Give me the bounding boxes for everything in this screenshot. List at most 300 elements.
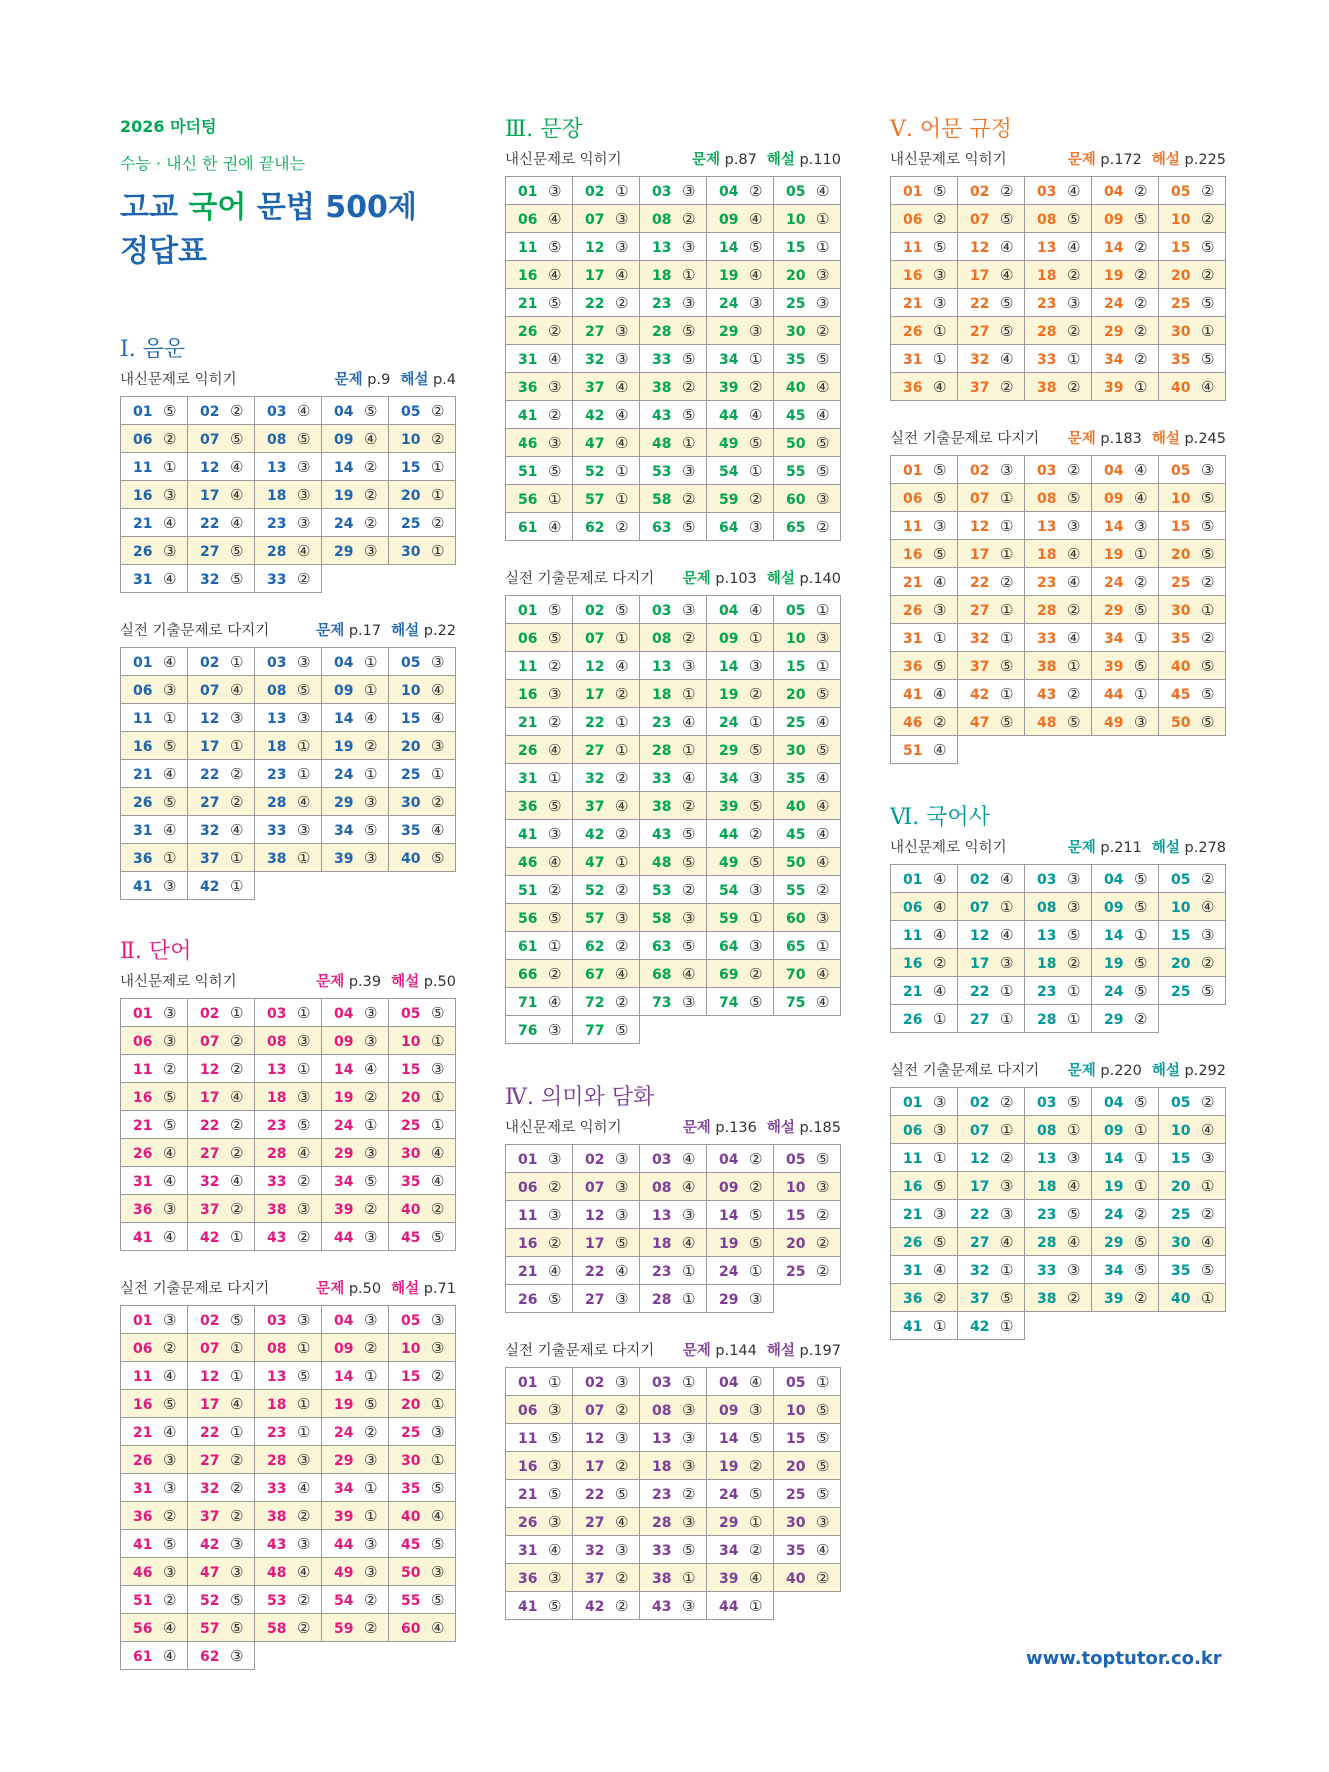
answer-choice: ② xyxy=(682,489,696,508)
solution-label: 해설 xyxy=(391,1281,420,1297)
answer-cell xyxy=(506,988,573,1016)
question-number: 38 xyxy=(1037,379,1057,396)
answer-choice: ① xyxy=(615,489,629,508)
answer-cell xyxy=(1092,949,1159,977)
answer-cell xyxy=(1159,233,1226,261)
answer-choice: ② xyxy=(816,1568,830,1587)
table-row xyxy=(121,676,456,704)
table-row xyxy=(121,537,456,565)
question-number: 19 xyxy=(719,1458,739,1475)
question-number: 04 xyxy=(334,1005,354,1022)
problem-label: 문제 xyxy=(682,1343,711,1359)
answer-choice: ① xyxy=(230,736,244,755)
answer-choice: ② xyxy=(1067,321,1081,340)
question-number: 20 xyxy=(401,487,421,504)
answer-cell xyxy=(506,457,573,485)
answer-choice: ② xyxy=(1201,572,1215,591)
answer-choice: ③ xyxy=(163,485,177,504)
question-number: 35 xyxy=(1171,630,1191,647)
answer-cell xyxy=(1025,512,1092,540)
answer-choice: ③ xyxy=(163,1562,177,1581)
chapter-spacer xyxy=(120,900,456,938)
question-number: 29 xyxy=(334,1145,354,1162)
answer-cell xyxy=(255,537,322,565)
book-title xyxy=(120,186,417,230)
question-number: 17 xyxy=(200,1089,220,1106)
answer-choice: ② xyxy=(615,684,629,703)
answer-cell xyxy=(640,1564,707,1592)
answer-cell xyxy=(958,1088,1025,1116)
answer-cell xyxy=(1159,205,1226,233)
answer-choice: ③ xyxy=(682,1456,696,1475)
table-row xyxy=(506,960,841,988)
answer-cell xyxy=(640,904,707,932)
answer-choice: ④ xyxy=(230,820,244,839)
answer-cell xyxy=(774,652,841,680)
answer-choice: ③ xyxy=(297,457,311,476)
answer-choice: ① xyxy=(1134,684,1148,703)
question-number: 04 xyxy=(1104,1094,1124,1111)
question-number: 09 xyxy=(334,1340,354,1357)
question-number: 65 xyxy=(786,938,806,955)
answer-choice: ③ xyxy=(364,1562,378,1581)
question-number: 28 xyxy=(267,794,287,811)
answer-choice: ② xyxy=(682,880,696,899)
empty-cell xyxy=(389,565,456,593)
answer-cell xyxy=(640,624,707,652)
question-number: 34 xyxy=(334,1173,354,1190)
answer-choice: ③ xyxy=(297,708,311,727)
question-number: 61 xyxy=(133,1648,153,1665)
answer-cell xyxy=(1092,1088,1159,1116)
answer-choice: ① xyxy=(163,708,177,727)
answer-cell xyxy=(1025,1116,1092,1144)
answer-choice: ① xyxy=(1134,1120,1148,1139)
answer-cell xyxy=(1092,1256,1159,1284)
answer-choice: ③ xyxy=(548,1568,562,1587)
answer-choice: ① xyxy=(749,461,763,480)
answer-choice: ③ xyxy=(749,656,763,675)
answer-choice: ③ xyxy=(1067,869,1081,888)
answer-cell xyxy=(1025,1284,1092,1312)
table-row xyxy=(891,1116,1226,1144)
question-number: 10 xyxy=(401,1033,421,1050)
answer-choice: ③ xyxy=(163,1199,177,1218)
answer-choice: ⑤ xyxy=(548,293,562,312)
answer-cell xyxy=(707,1592,774,1620)
answer-cell xyxy=(506,429,573,457)
answer-choice: ② xyxy=(615,768,629,787)
empty-cell xyxy=(958,736,1025,764)
question-number: 32 xyxy=(970,630,990,647)
question-number: 20 xyxy=(401,1089,421,1106)
question-number: 04 xyxy=(1104,871,1124,888)
question-number: 01 xyxy=(133,1312,153,1329)
answer-cell xyxy=(188,453,255,481)
question-number: 62 xyxy=(585,938,605,955)
question-number: 36 xyxy=(903,1290,923,1307)
answer-choice: ① xyxy=(1134,925,1148,944)
table-row xyxy=(121,844,456,872)
question-number: 12 xyxy=(970,518,990,535)
question-number: 26 xyxy=(133,1452,153,1469)
question-number: 49 xyxy=(719,854,739,871)
question-number: 21 xyxy=(518,295,538,312)
answer-cell xyxy=(891,484,958,512)
answer-choice: ③ xyxy=(163,1031,177,1050)
table-row xyxy=(506,876,841,904)
answer-cell xyxy=(506,1016,573,1044)
answer-choice: ② xyxy=(615,1596,629,1615)
answer-choice: ④ xyxy=(615,1261,629,1280)
question-number: 46 xyxy=(518,435,538,452)
answer-choice: ③ xyxy=(749,321,763,340)
question-number: 63 xyxy=(652,938,672,955)
question-number: 14 xyxy=(719,239,739,256)
answer-choice: ① xyxy=(230,652,244,671)
answer-cell xyxy=(573,1396,640,1424)
question-number: 17 xyxy=(585,267,605,284)
answer-cell xyxy=(188,1306,255,1334)
answer-choice: ② xyxy=(163,1059,177,1078)
page-references xyxy=(1068,148,1226,169)
question-number: 09 xyxy=(719,211,739,228)
answer-choice: ④ xyxy=(615,796,629,815)
answer-cell xyxy=(322,481,389,509)
answer-choice: ③ xyxy=(297,820,311,839)
answer-choice: ① xyxy=(682,433,696,452)
question-number: 17 xyxy=(585,1458,605,1475)
question-number: 32 xyxy=(585,770,605,787)
answer-choice: ② xyxy=(364,457,378,476)
answer-cell xyxy=(506,624,573,652)
answer-cell xyxy=(188,1083,255,1111)
answer-cell xyxy=(506,1229,573,1257)
answer-choice: ① xyxy=(1067,349,1081,368)
answer-choice: ⑤ xyxy=(933,181,947,200)
answer-choice: ② xyxy=(1201,265,1215,284)
question-number: 43 xyxy=(652,407,672,424)
answer-cell xyxy=(121,509,188,537)
answer-choice: ② xyxy=(682,1484,696,1503)
answer-cell xyxy=(389,1139,456,1167)
answer-cell xyxy=(389,1027,456,1055)
answer-choice: ③ xyxy=(364,541,378,560)
answer-choice: ③ xyxy=(297,1199,311,1218)
answer-choice: ③ xyxy=(364,1003,378,1022)
answer-cell xyxy=(121,1614,188,1642)
answer-choice: ② xyxy=(1134,181,1148,200)
answer-choice: ① xyxy=(615,712,629,731)
table-row xyxy=(506,317,841,345)
table-row xyxy=(506,401,841,429)
answer-cell xyxy=(640,1452,707,1480)
answer-choice: ⑤ xyxy=(1201,712,1215,731)
question-number: 05 xyxy=(401,1312,421,1329)
answer-choice: ② xyxy=(364,513,378,532)
answer-cell xyxy=(707,988,774,1016)
answer-choice: ② xyxy=(548,656,562,675)
answer-cell xyxy=(255,1558,322,1586)
question-number: 29 xyxy=(1104,602,1124,619)
problem-page: p.103 xyxy=(715,571,757,587)
solution-label: 해설 xyxy=(1151,1063,1180,1079)
answer-cell xyxy=(573,764,640,792)
answer-cell xyxy=(121,1446,188,1474)
answer-choice: ① xyxy=(1134,628,1148,647)
answer-choice: ① xyxy=(230,1227,244,1246)
answer-cell xyxy=(255,1111,322,1139)
answer-choice: ① xyxy=(431,764,445,783)
question-number: 52 xyxy=(585,882,605,899)
answer-choice: ④ xyxy=(816,964,830,983)
table-row xyxy=(891,289,1226,317)
question-number: 56 xyxy=(518,491,538,508)
answer-cell xyxy=(891,317,958,345)
answer-cell xyxy=(774,792,841,820)
answer-choice: ① xyxy=(933,349,947,368)
answer-choice: ④ xyxy=(548,852,562,871)
answer-cell xyxy=(506,848,573,876)
question-number: 59 xyxy=(719,910,739,927)
answer-choice: ① xyxy=(1067,1009,1081,1028)
question-number: 41 xyxy=(518,826,538,843)
question-number: 29 xyxy=(1104,323,1124,340)
answer-cell xyxy=(774,1564,841,1592)
question-number: 08 xyxy=(652,1179,672,1196)
question-number: 18 xyxy=(652,267,672,284)
answer-choice: ② xyxy=(749,489,763,508)
question-number: 48 xyxy=(1037,714,1057,731)
answer-cell xyxy=(322,537,389,565)
answer-choice: ④ xyxy=(615,405,629,424)
question-number: 33 xyxy=(267,1480,287,1497)
question-number: 24 xyxy=(1104,574,1124,591)
answer-cell xyxy=(958,1200,1025,1228)
table-row xyxy=(121,565,456,593)
answer-cell xyxy=(1025,652,1092,680)
answer-cell xyxy=(573,345,640,373)
title-part-3: 문법 500제 xyxy=(256,190,417,225)
answer-cell xyxy=(707,177,774,205)
question-number: 29 xyxy=(334,794,354,811)
question-number: 03 xyxy=(652,1374,672,1391)
answer-choice: ⑤ xyxy=(1067,209,1081,228)
question-number: 32 xyxy=(200,822,220,839)
answer-choice: ② xyxy=(749,377,763,396)
answer-choice: ⑤ xyxy=(163,736,177,755)
section-label: 실전 기출문제로 다지기 xyxy=(120,1281,270,1297)
question-number: 14 xyxy=(334,1061,354,1078)
question-number: 33 xyxy=(1037,351,1057,368)
table-row xyxy=(121,1390,456,1418)
answer-choice: ④ xyxy=(933,377,947,396)
answer-cell xyxy=(573,988,640,1016)
answer-choice: ③ xyxy=(1067,897,1081,916)
answer-cell xyxy=(188,537,255,565)
answer-cell xyxy=(188,1167,255,1195)
answer-choice: ③ xyxy=(816,628,830,647)
table-row xyxy=(891,921,1226,949)
table-row xyxy=(891,261,1226,289)
answer-choice: ② xyxy=(1134,265,1148,284)
solution-label: 해설 xyxy=(400,372,429,388)
question-number: 73 xyxy=(652,994,672,1011)
answer-choice: ③ xyxy=(615,1205,629,1224)
answer-cell xyxy=(774,233,841,261)
answer-choice: ④ xyxy=(816,796,830,815)
question-number: 12 xyxy=(970,1150,990,1167)
answer-choice: ④ xyxy=(682,1233,696,1252)
answer-cell xyxy=(389,1083,456,1111)
answer-cell xyxy=(774,1257,841,1285)
answer-cell xyxy=(506,876,573,904)
question-number: 20 xyxy=(786,1235,806,1252)
answer-cell xyxy=(121,648,188,676)
table-row xyxy=(506,485,841,513)
answer-cell xyxy=(506,1592,573,1620)
table-row xyxy=(121,1530,456,1558)
answer-choice: ⑤ xyxy=(297,1366,311,1385)
question-number: 04 xyxy=(719,1151,739,1168)
answer-cell xyxy=(322,1474,389,1502)
answer-choice: ③ xyxy=(364,1534,378,1553)
answer-cell xyxy=(958,1284,1025,1312)
answer-cell xyxy=(322,1446,389,1474)
question-number: 36 xyxy=(903,379,923,396)
question-number: 64 xyxy=(719,938,739,955)
question-number: 28 xyxy=(1037,1011,1057,1028)
answer-choice: ① xyxy=(816,209,830,228)
answer-cell xyxy=(640,1173,707,1201)
question-number: 31 xyxy=(133,1480,153,1497)
answer-choice: ② xyxy=(548,712,562,731)
answer-choice: ④ xyxy=(163,820,177,839)
question-number: 24 xyxy=(334,1424,354,1441)
question-number: 18 xyxy=(652,1235,672,1252)
question-number: 24 xyxy=(719,295,739,312)
answer-choice: ④ xyxy=(1067,544,1081,563)
page-references xyxy=(1068,836,1226,857)
answer-cell xyxy=(958,484,1025,512)
answer-cell xyxy=(774,289,841,317)
question-number: 08 xyxy=(267,1340,287,1357)
answer-cell xyxy=(188,844,255,872)
table-row xyxy=(506,1285,841,1313)
question-number: 03 xyxy=(1037,183,1057,200)
question-number: 05 xyxy=(1171,871,1191,888)
answer-choice: ② xyxy=(615,992,629,1011)
answer-table xyxy=(505,1367,841,1620)
question-number: 41 xyxy=(518,407,538,424)
question-number: 11 xyxy=(133,1061,153,1078)
question-number: 34 xyxy=(1104,1262,1124,1279)
answer-cell xyxy=(1159,456,1226,484)
answer-cell xyxy=(707,876,774,904)
answer-cell xyxy=(188,1223,255,1251)
table-row xyxy=(121,1502,456,1530)
question-number: 28 xyxy=(652,742,672,759)
section-header xyxy=(505,1116,841,1138)
answer-choice: ② xyxy=(548,1233,562,1252)
answer-choice: ② xyxy=(297,1227,311,1246)
answer-cell xyxy=(1025,540,1092,568)
answer-cell xyxy=(891,540,958,568)
answer-choice: ② xyxy=(1201,628,1215,647)
question-number: 18 xyxy=(267,1396,287,1413)
question-number: 01 xyxy=(903,183,923,200)
answer-cell xyxy=(707,708,774,736)
answer-choice: ③ xyxy=(682,237,696,256)
answer-choice: ③ xyxy=(1201,1148,1215,1167)
answer-choice: ① xyxy=(615,628,629,647)
question-number: 36 xyxy=(903,658,923,675)
answer-choice: ② xyxy=(1134,572,1148,591)
answer-cell xyxy=(188,1390,255,1418)
answer-cell xyxy=(506,317,573,345)
answer-cell xyxy=(121,760,188,788)
answer-choice: ① xyxy=(1201,1176,1215,1195)
answer-cell xyxy=(774,708,841,736)
question-number: 02 xyxy=(585,1374,605,1391)
question-number: 34 xyxy=(1104,351,1124,368)
answer-cell xyxy=(255,1223,322,1251)
answer-cell xyxy=(891,261,958,289)
solution-label: 해설 xyxy=(1151,152,1180,168)
question-number: 12 xyxy=(585,1207,605,1224)
answer-choice: ⑤ xyxy=(749,796,763,815)
question-number: 16 xyxy=(133,487,153,504)
question-number: 36 xyxy=(133,850,153,867)
empty-cell xyxy=(389,872,456,900)
question-number: 11 xyxy=(133,1368,153,1385)
answer-choice: ② xyxy=(615,936,629,955)
answer-cell xyxy=(707,429,774,457)
answer-cell xyxy=(188,1334,255,1362)
answer-choice: ④ xyxy=(548,740,562,759)
answer-choice: ④ xyxy=(816,992,830,1011)
answer-cell xyxy=(891,977,958,1005)
answer-cell xyxy=(506,373,573,401)
answer-choice: ⑤ xyxy=(431,1227,445,1246)
answer-cell xyxy=(322,760,389,788)
question-number: 13 xyxy=(1037,1150,1057,1167)
answer-choice: ⑤ xyxy=(933,656,947,675)
section-spacer xyxy=(890,401,1226,423)
answer-choice: ④ xyxy=(230,1171,244,1190)
question-number: 28 xyxy=(652,1291,672,1308)
answer-cell xyxy=(958,261,1025,289)
problem-page: p.17 xyxy=(348,623,382,639)
question-number: 30 xyxy=(401,543,421,560)
site-url[interactable]: www.toptutor.co.kr xyxy=(1026,1648,1222,1669)
question-number: 43 xyxy=(267,1229,287,1246)
table-row xyxy=(121,1027,456,1055)
question-number: 13 xyxy=(652,1430,672,1447)
question-number: 17 xyxy=(970,1178,990,1195)
question-number: 01 xyxy=(518,1374,538,1391)
answer-choice: ① xyxy=(1201,321,1215,340)
question-number: 27 xyxy=(970,602,990,619)
problem-page: p.220 xyxy=(1100,1063,1142,1079)
answer-cell xyxy=(255,676,322,704)
answer-cell xyxy=(389,816,456,844)
question-number: 20 xyxy=(1171,546,1191,563)
question-number: 13 xyxy=(1037,927,1057,944)
question-number: 44 xyxy=(719,407,739,424)
question-number: 34 xyxy=(334,1480,354,1497)
answer-cell xyxy=(958,708,1025,736)
